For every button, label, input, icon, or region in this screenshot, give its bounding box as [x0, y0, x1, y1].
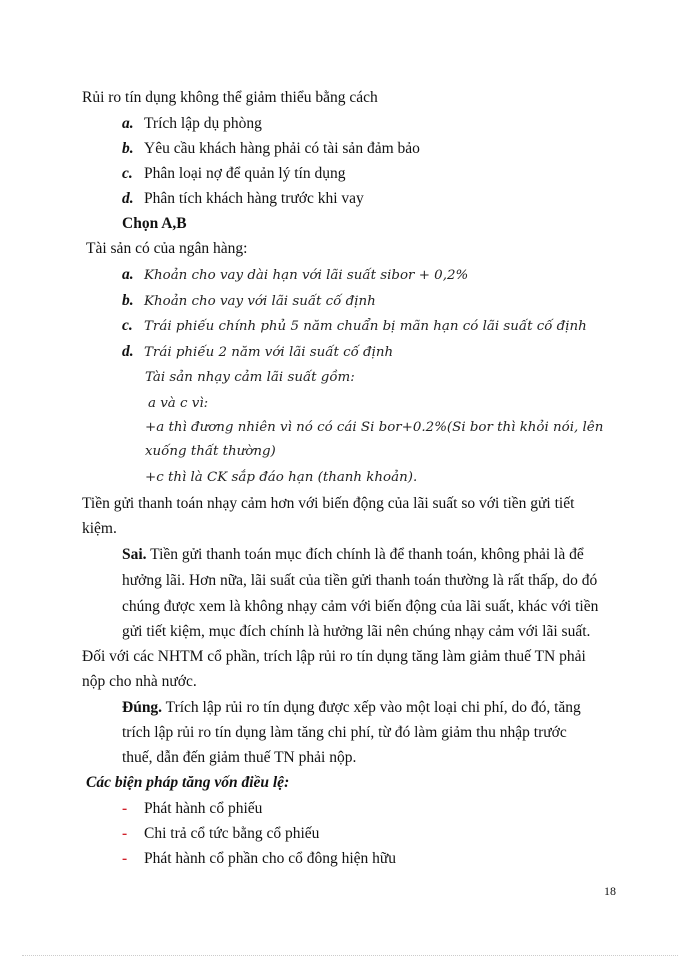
- option-marker: a.: [122, 115, 134, 132]
- q1-answer: Chọn A,B: [122, 215, 187, 232]
- q1-option-a: [122, 114, 262, 134]
- q2-explain-line: +a thì đương nhiên vì nó có cái Si bor+0.2%(Si bor thì khỏi nói, lên: [145, 420, 604, 435]
- verdict-label: Đúng.: [122, 699, 163, 716]
- verdict-label: Sai.: [122, 546, 147, 563]
- q1-option-b: [122, 139, 420, 159]
- q3-answer-line: chúng được xem là không nhạy cảm với biến động của lãi suất, khác với tiền: [122, 598, 599, 615]
- q5-list-item: [122, 799, 262, 819]
- option-marker: b.: [122, 140, 134, 157]
- option-marker: c.: [122, 165, 133, 182]
- option-text: Khoản cho vay với lãi suất cố định: [144, 294, 376, 309]
- q4-answer-line: trích lập rủi ro tín dụng làm tăng chi phí, từ đó làm giảm thu nhập trước: [122, 724, 567, 741]
- q1-option-d: [122, 189, 364, 209]
- q3-answer-line: [122, 545, 584, 565]
- option-marker: b.: [122, 292, 134, 309]
- q4-question-line: nộp cho nhà nước.: [82, 673, 197, 690]
- option-marker: d.: [122, 343, 134, 360]
- q3-question-line: kiệm.: [82, 520, 117, 537]
- answer-text: Tiền gửi thanh toán mục đích chính là để thanh toán, không phải là để: [146, 546, 584, 563]
- answer-text: Trích lập rủi ro tín dụng được xếp vào một loại chi phí, do đó, tăng: [162, 699, 581, 716]
- q3-question-line: Tiền gửi thanh toán nhạy cảm hơn với biến động của lãi suất so với tiền gửi tiết: [82, 495, 575, 512]
- option-text: Yêu cầu khách hàng phải có tài sản đảm bảo: [144, 140, 420, 157]
- q3-answer-line: gửi tiết kiệm, mục đích chính là hưởng lãi nên chúng nhạy cảm với lãi suất.: [122, 623, 591, 640]
- q2-explain-line: xuống thất thường): [145, 444, 276, 459]
- q5-list-item: [122, 824, 319, 844]
- bullet-dash-icon: -: [122, 850, 128, 867]
- option-text: Khoản cho vay dài hạn với lãi suất sibor + 0,2%: [144, 268, 469, 283]
- q3-answer-line: hưởng lãi. Hơn nữa, lãi suất của tiền gửi thanh toán thường là rất thấp, do đó: [122, 572, 598, 589]
- option-text: Phân tích khách hàng trước khi vay: [144, 190, 364, 207]
- q1-question: Rủi ro tín dụng không thể giảm thiểu bằng cách: [82, 89, 378, 106]
- q5-heading: Các biện pháp tăng vốn điều lệ:: [86, 774, 290, 791]
- q2-explain-line: +c thì là CK sắp đáo hạn (thanh khoản).: [145, 470, 418, 485]
- bullet-dash-icon: -: [122, 800, 128, 817]
- q2-option-d: [122, 342, 393, 363]
- q2-explain-line: Tài sản nhạy cảm lãi suất gồm:: [145, 370, 355, 385]
- option-text: Trái phiếu 2 năm với lãi suất cố định: [144, 345, 394, 360]
- option-text: Phân loại nợ để quản lý tín dụng: [144, 165, 346, 182]
- bullet-dash-icon: -: [122, 825, 128, 842]
- q2-option-a: [122, 265, 468, 286]
- page-number: 18: [604, 884, 616, 898]
- option-text: Trái phiếu chính phủ 5 năm chuẩn bị mãn hạn có lãi suất cố định: [144, 319, 587, 334]
- page-footer-divider: [22, 955, 678, 956]
- option-marker: c.: [122, 317, 133, 334]
- q5-list-item: [122, 849, 396, 869]
- q1-option-c: [122, 164, 346, 184]
- option-marker: a.: [122, 266, 134, 283]
- q2-question: Tài sản có của ngân hàng:: [86, 240, 248, 257]
- list-item-text: Phát hành cổ phiếu: [144, 800, 263, 817]
- list-item-text: Phát hành cổ phần cho cổ đông hiện hữu: [144, 850, 397, 867]
- q2-option-c: [122, 316, 587, 337]
- option-marker: d.: [122, 190, 134, 207]
- q2-option-b: [122, 291, 376, 312]
- q4-answer-line: [122, 698, 581, 718]
- q4-answer-line: thuế, dẫn đến giảm thuế TN phải nộp.: [122, 749, 357, 766]
- option-text: Trích lập dụ phòng: [144, 115, 262, 132]
- list-item-text: Chi trả cổ tức bằng cổ phiếu: [144, 825, 320, 842]
- q4-question-line: Đối với các NHTM cổ phần, trích lập rủi ro tín dụng tăng làm giảm thuế TN phải: [82, 648, 586, 665]
- q2-explain-line: a và c vì:: [148, 396, 209, 411]
